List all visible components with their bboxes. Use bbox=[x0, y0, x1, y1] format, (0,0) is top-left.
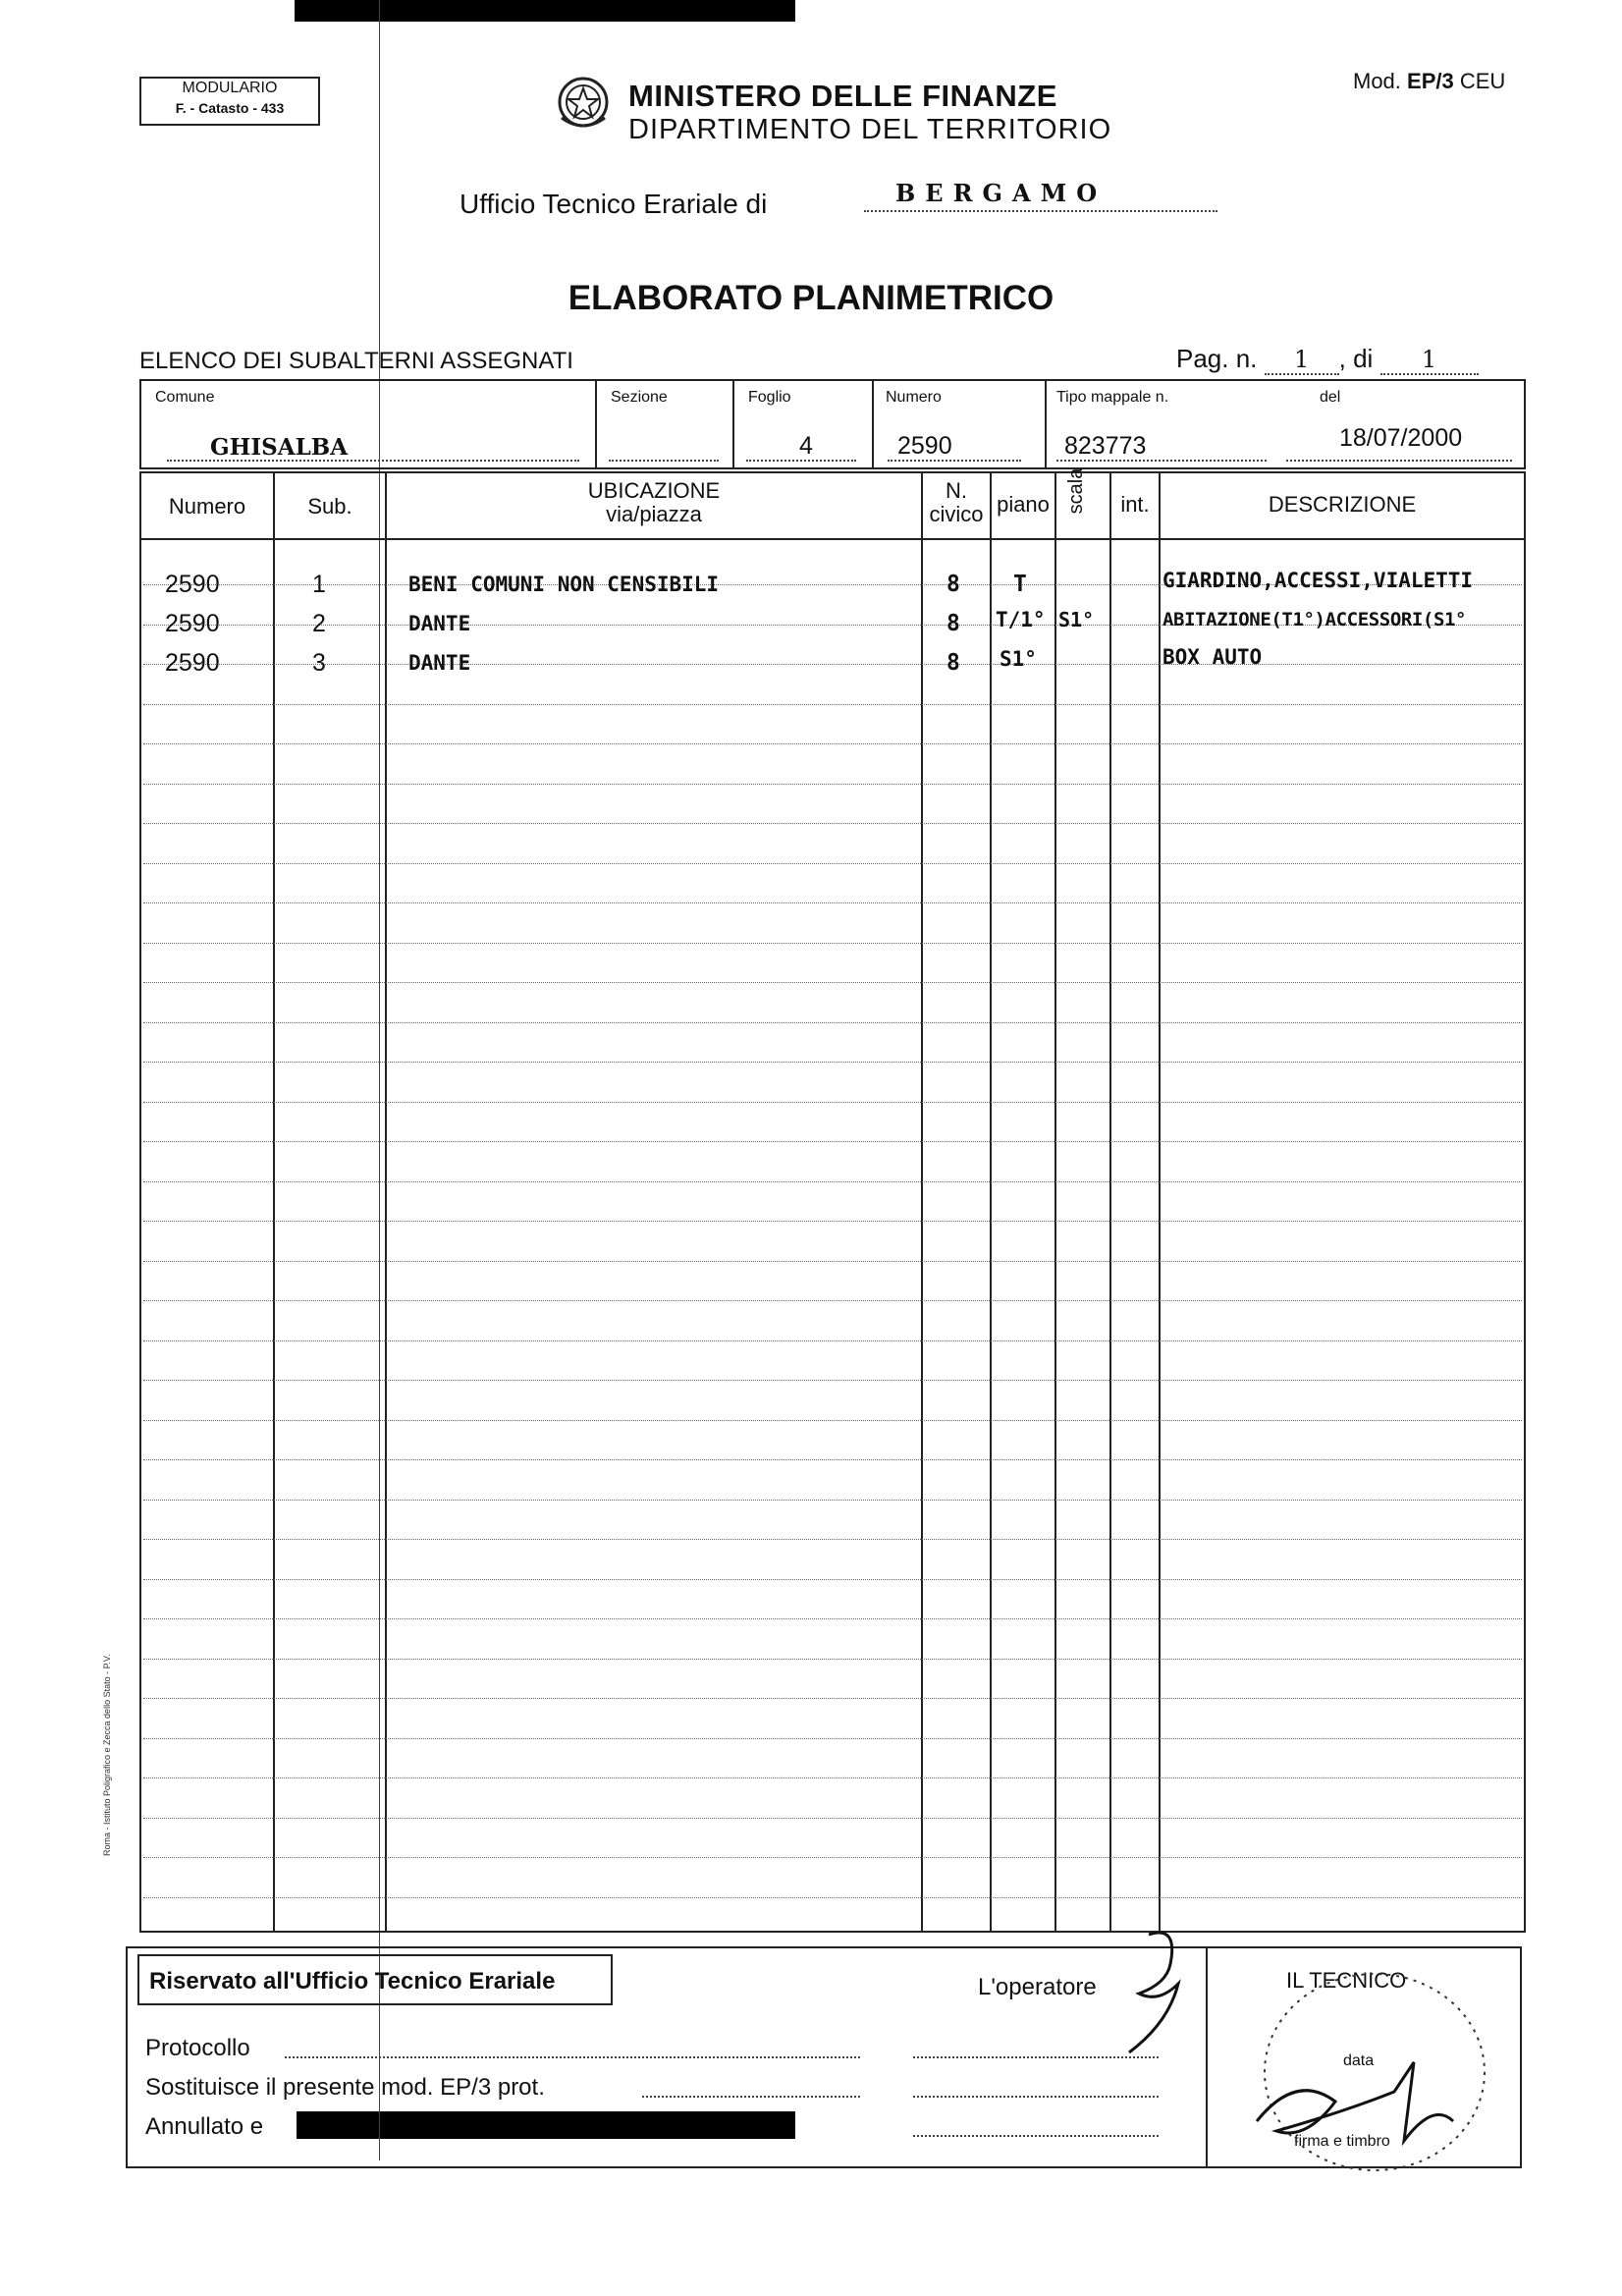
ruled-line bbox=[143, 1102, 1522, 1103]
grid-header-bottom bbox=[139, 538, 1526, 540]
modulario-line2: F. - Catasto - 433 bbox=[175, 100, 285, 116]
col-header-civico-line1: N. bbox=[946, 478, 967, 503]
operatore-label: L'operatore bbox=[978, 1974, 1097, 2000]
row-via: BENI COMUNI NON CENSIBILI bbox=[408, 573, 720, 596]
del-value: 18/07/2000 bbox=[1339, 424, 1463, 452]
form-code-prefix: Mod. bbox=[1353, 69, 1401, 93]
col-header-int: int. bbox=[1120, 492, 1150, 517]
comune-dotline bbox=[167, 460, 579, 462]
col-div-scala bbox=[1054, 471, 1056, 1933]
numero-value: 2590 bbox=[897, 432, 952, 460]
ministry-name: MINISTERO DELLE FINANZE bbox=[628, 79, 1057, 113]
page-number: 1 bbox=[1265, 346, 1339, 375]
ruled-line bbox=[143, 1062, 1522, 1063]
grid-bottom bbox=[139, 1931, 1526, 1933]
ruled-line bbox=[143, 943, 1522, 944]
row-civico: 8 bbox=[946, 572, 960, 597]
ruled-line bbox=[143, 664, 1522, 665]
ruled-line bbox=[143, 1897, 1522, 1898]
page-total: 1 bbox=[1380, 346, 1479, 375]
info-div-tipo bbox=[1045, 379, 1047, 469]
operatore-dotline-3 bbox=[913, 2135, 1159, 2137]
row-piano: T bbox=[1013, 572, 1027, 597]
foglio-dotline bbox=[746, 460, 856, 462]
col-header-scala: scala bbox=[1065, 467, 1087, 515]
tecnico-stamp bbox=[1247, 1954, 1502, 2180]
ruled-line bbox=[143, 982, 1522, 983]
form-code-suffix: CEU bbox=[1459, 69, 1506, 93]
ruled-line bbox=[143, 1738, 1522, 1739]
row-numero: 2590 bbox=[165, 571, 220, 598]
ruled-line bbox=[143, 823, 1522, 824]
row-sub: 2 bbox=[312, 610, 326, 637]
row-via: DANTE bbox=[408, 612, 471, 635]
protocollo-label: Protocollo bbox=[145, 2035, 250, 2061]
ufficio-label: Ufficio Tecnico Erariale di bbox=[460, 189, 768, 219]
ruled-line bbox=[143, 1022, 1522, 1023]
foglio-label: Foglio bbox=[748, 389, 791, 406]
operatore-signature bbox=[1109, 1925, 1208, 2062]
tecnico-label: IL TECNICO bbox=[1286, 1968, 1407, 1993]
ruled-line bbox=[143, 1777, 1522, 1778]
info-left-border bbox=[139, 379, 141, 469]
sezione-dotline bbox=[609, 460, 719, 462]
row-via: DANTE bbox=[408, 651, 471, 675]
row-numero: 2590 bbox=[165, 610, 220, 637]
info-bottom-border bbox=[139, 467, 1526, 469]
col-header-ubicazione-line1: UBICAZIONE bbox=[587, 478, 721, 503]
row-civico: 8 bbox=[946, 650, 960, 676]
col-header-civico bbox=[923, 479, 990, 526]
row-descrizione: ABITAZIONE(T1°)ACCESSORI(S1° bbox=[1162, 609, 1467, 630]
tipo-dotline bbox=[1056, 460, 1267, 462]
info-top-border bbox=[139, 379, 1526, 381]
page-indicator bbox=[1176, 344, 1479, 375]
del-dotline bbox=[1286, 460, 1512, 462]
ruled-line bbox=[143, 1539, 1522, 1540]
row-piano: T/1° bbox=[996, 608, 1046, 631]
ruled-line bbox=[143, 1221, 1522, 1222]
redaction-bar-top bbox=[295, 0, 795, 22]
col-div-piano bbox=[990, 471, 992, 1933]
ruled-line bbox=[143, 1380, 1522, 1381]
row-civico: 8 bbox=[946, 611, 960, 636]
ufficio-value: BERGAMO bbox=[895, 179, 1108, 207]
firma-label: firma e timbro bbox=[1294, 2133, 1390, 2150]
department-name: DIPARTIMENTO DEL TERRITORIO bbox=[628, 114, 1112, 145]
row-sub: 1 bbox=[312, 571, 326, 598]
row-piano: S1° bbox=[1000, 647, 1037, 671]
ruled-line bbox=[143, 1579, 1522, 1580]
col-header-piano: piano bbox=[997, 492, 1050, 517]
row-descrizione: GIARDINO,ACCESSI,VIALETTI bbox=[1162, 569, 1474, 592]
col-div-descrizione bbox=[1159, 471, 1161, 1933]
form-code bbox=[1353, 69, 1505, 94]
info-right-border bbox=[1524, 379, 1526, 469]
ruled-line bbox=[143, 1340, 1522, 1341]
data-label: data bbox=[1343, 2052, 1375, 2069]
ruled-line bbox=[143, 704, 1522, 705]
ruled-line bbox=[143, 1659, 1522, 1660]
info-div-numero bbox=[872, 379, 874, 469]
sostituisce-label: Sostituisce il presente mod. EP/3 prot. bbox=[145, 2074, 545, 2101]
col-header-numero: Numero bbox=[168, 494, 246, 519]
row-scala: S1° bbox=[1058, 608, 1095, 631]
comune-label: Comune bbox=[155, 389, 215, 406]
col-header-descrizione: DESCRIZIONE bbox=[1268, 492, 1417, 517]
sostituisce-dotline bbox=[642, 2096, 860, 2098]
sezione-label: Sezione bbox=[611, 389, 668, 406]
ruled-line bbox=[143, 1857, 1522, 1858]
printer-note: Roma - Istituto Poligrafico e Zecca dello Stato - P.V. bbox=[102, 1654, 112, 1856]
foglio-value: 4 bbox=[799, 432, 813, 460]
ruled-line bbox=[143, 1818, 1522, 1819]
binding-line bbox=[379, 0, 380, 2160]
operatore-dotline-2 bbox=[913, 2096, 1159, 2098]
grid-header-top bbox=[139, 471, 1526, 473]
comune-value: GHISALBA bbox=[210, 434, 349, 461]
numero-dotline bbox=[888, 460, 1021, 462]
ruled-line bbox=[143, 1420, 1522, 1421]
info-div-foglio bbox=[732, 379, 734, 469]
page-of-label: , di bbox=[1338, 344, 1374, 373]
ruled-line bbox=[143, 1181, 1522, 1182]
col-header-civico-line2: civico bbox=[929, 502, 984, 526]
ruled-line bbox=[143, 1698, 1522, 1699]
page-label: Pag. n. bbox=[1176, 344, 1258, 373]
ruled-line bbox=[143, 743, 1522, 744]
col-div-via bbox=[385, 471, 387, 1933]
document-title: ELABORATO PLANIMETRICO bbox=[568, 279, 1054, 317]
del-label: del bbox=[1320, 389, 1341, 406]
ruled-line bbox=[143, 902, 1522, 903]
modulario-line1: MODULARIO bbox=[182, 80, 278, 96]
form-code-main: EP/3 bbox=[1407, 69, 1454, 93]
protocollo-dotline bbox=[285, 2056, 860, 2058]
republic-emblem-icon bbox=[556, 73, 611, 136]
ruled-line bbox=[143, 784, 1522, 785]
grid-left bbox=[139, 471, 141, 1933]
col-header-ubicazione bbox=[387, 479, 921, 526]
ruled-line bbox=[143, 1500, 1522, 1501]
ruled-line bbox=[143, 1300, 1522, 1301]
numero-label: Numero bbox=[886, 389, 942, 406]
grid-right bbox=[1524, 471, 1526, 1933]
tipo-mappale-label: Tipo mappale n. bbox=[1056, 389, 1169, 406]
ruled-line bbox=[143, 863, 1522, 864]
info-div-sezione bbox=[595, 379, 597, 469]
col-div-civico bbox=[921, 471, 923, 1933]
col-header-ubicazione-line2: via/piazza bbox=[606, 502, 702, 526]
elenco-heading: ELENCO DEI SUBALTERNI ASSEGNATI bbox=[139, 348, 573, 374]
row-numero: 2590 bbox=[165, 649, 220, 677]
col-div-sub bbox=[273, 471, 275, 1933]
col-div-int bbox=[1109, 471, 1111, 1933]
col-header-sub: Sub. bbox=[307, 494, 352, 519]
riservato-box: Riservato all'Ufficio Tecnico Erariale bbox=[137, 1954, 613, 2005]
ruled-line bbox=[143, 1261, 1522, 1262]
ruled-line bbox=[143, 1459, 1522, 1460]
tipo-mappale-value: 823773 bbox=[1064, 432, 1147, 460]
annullato-label: Annullato e bbox=[145, 2113, 264, 2140]
ruled-line bbox=[143, 1618, 1522, 1619]
ufficio-dotline bbox=[864, 210, 1217, 212]
row-sub: 3 bbox=[312, 649, 326, 677]
row-descrizione: BOX AUTO bbox=[1162, 645, 1263, 669]
modulario-box bbox=[139, 77, 320, 126]
ruled-line bbox=[143, 1141, 1522, 1142]
